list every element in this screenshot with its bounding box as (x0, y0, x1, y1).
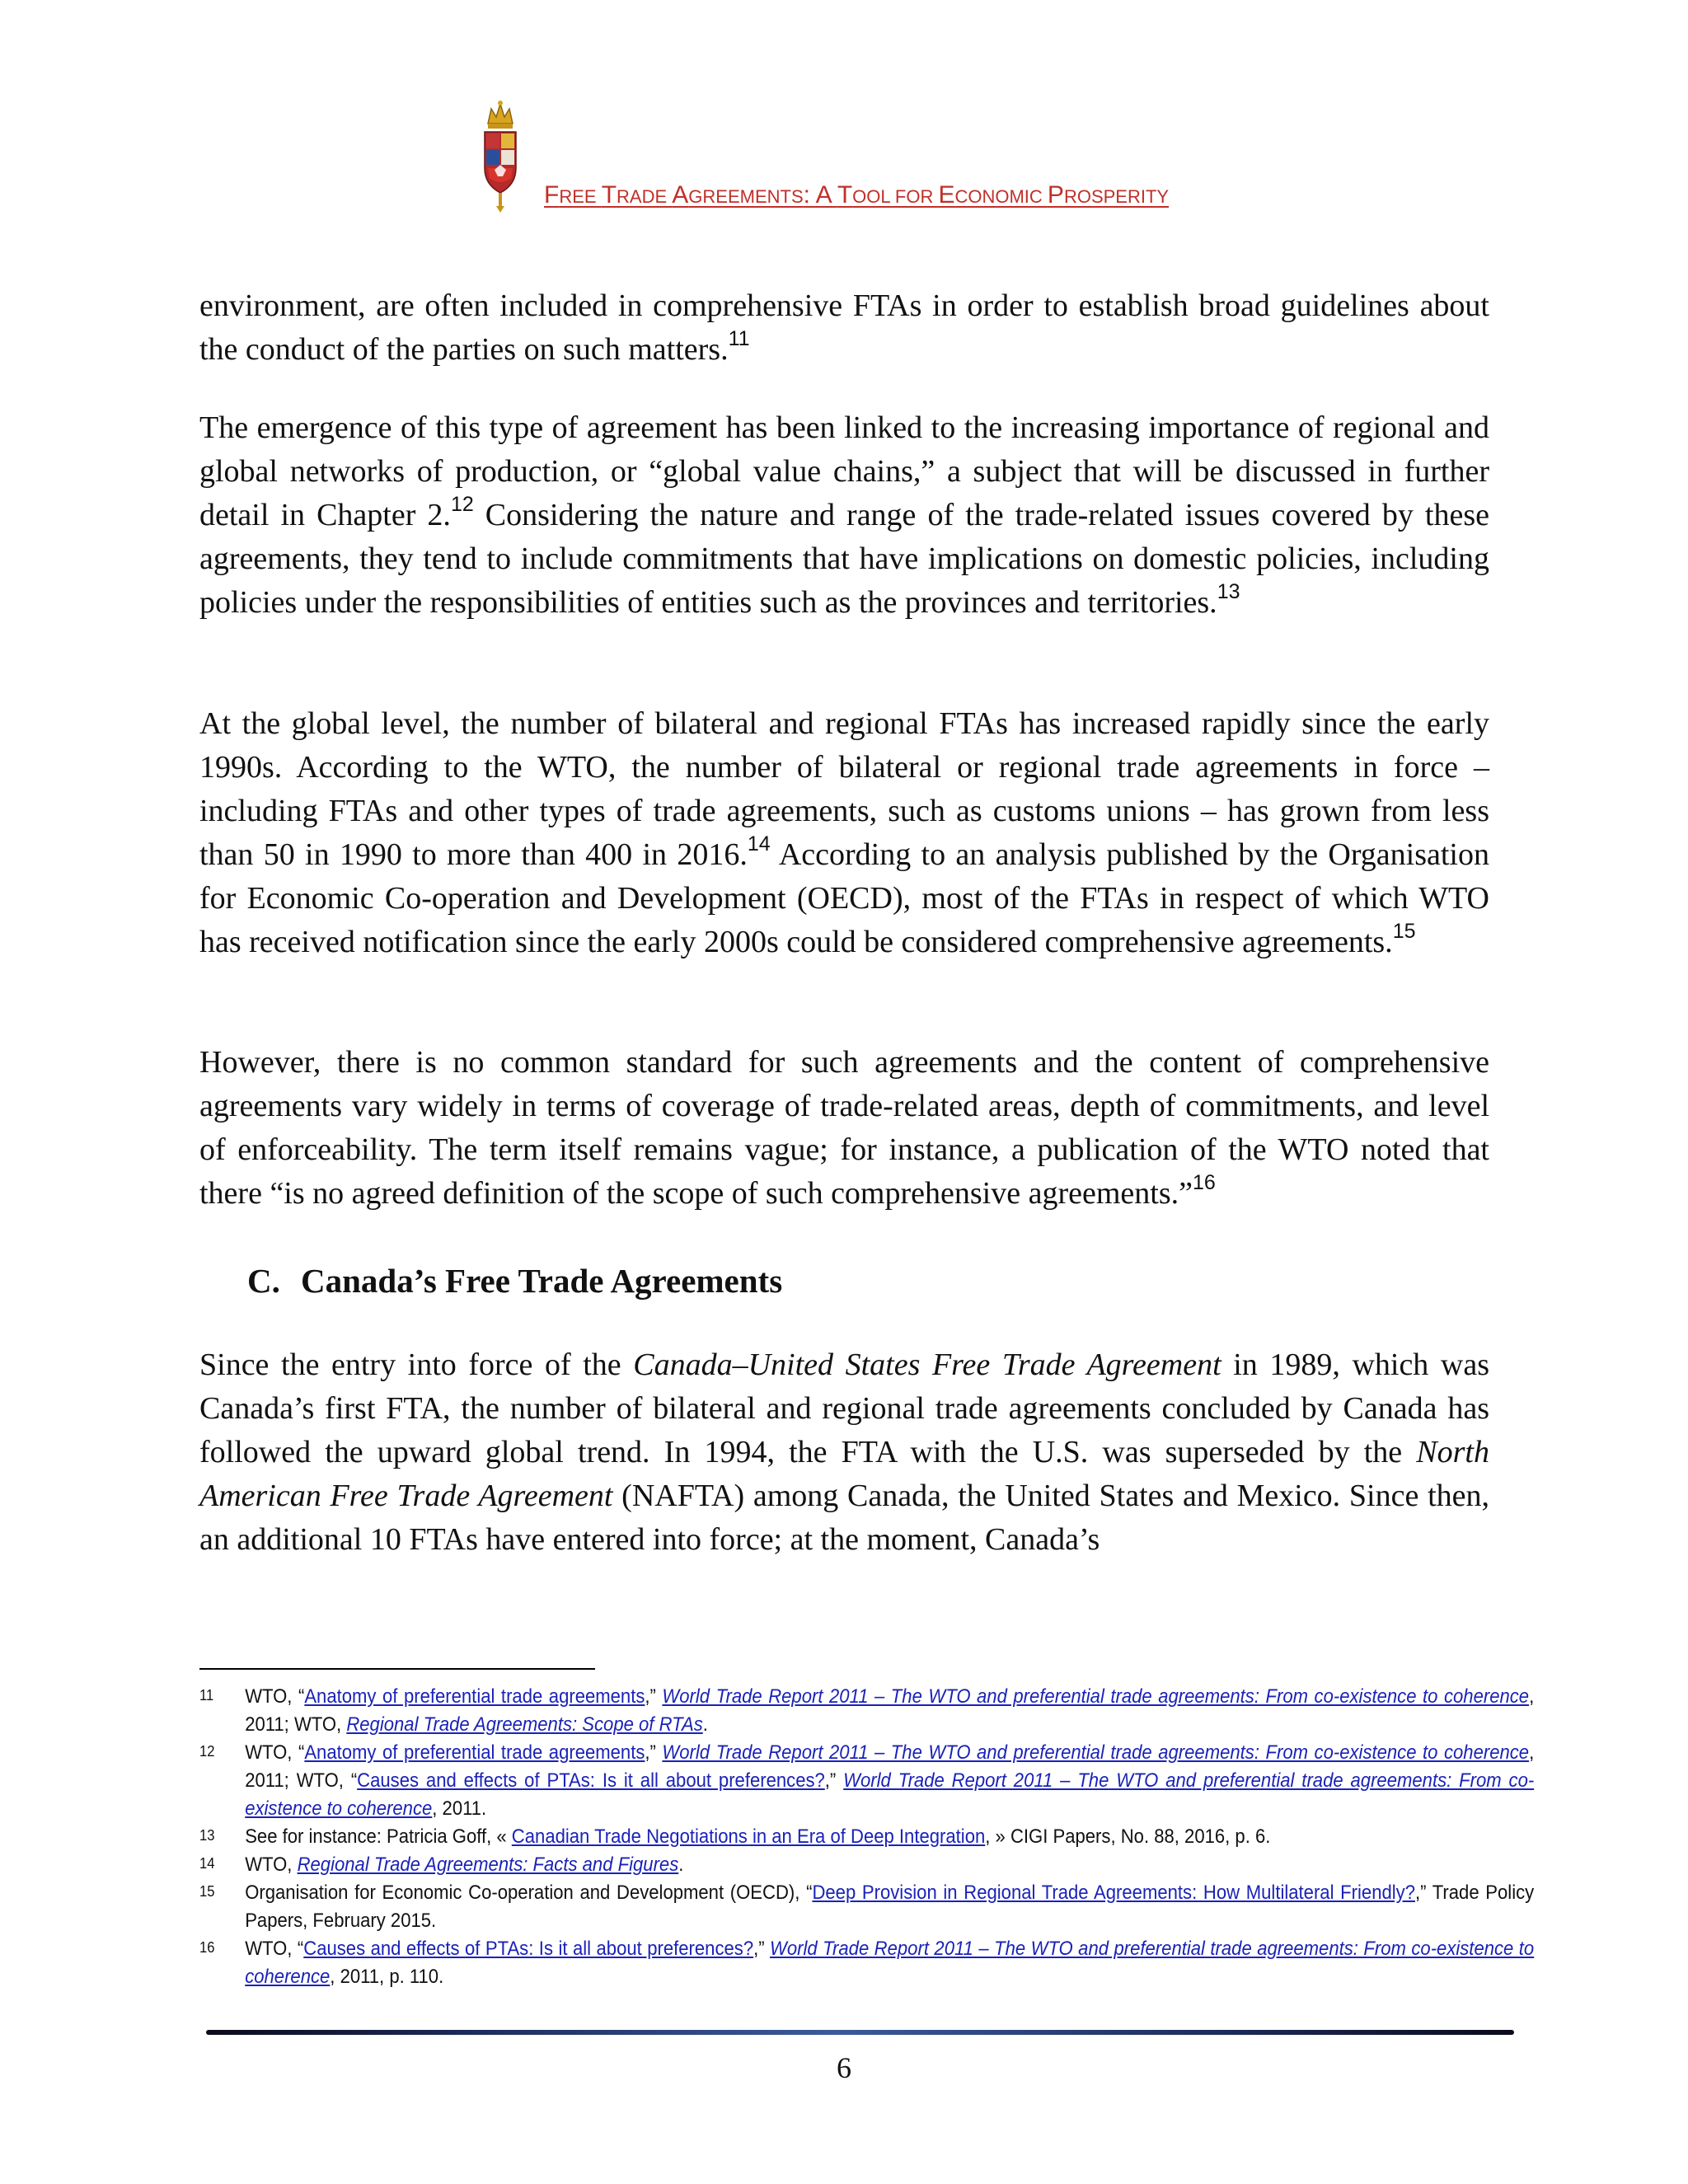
section-title: Canada’s Free Trade Agreements (301, 1262, 783, 1300)
agreement-title: North American Free Trade Agreement (199, 1435, 1489, 1513)
running-title-part: ROSPERITY (1063, 186, 1170, 207)
footnote-ref-15[interactable]: 15 (1392, 920, 1416, 944)
paragraph-4: However, there is no common standard for such agreements and the content of comprehensive agreements vary widely in terms of coverage of trade-related areas, depth of commitments, and level of enforceability. The term itself remains vague; for instance, a publication of the WTO noted that there “is no agreed definition of the scope of such comprehensive agreements.”$^{16}$ (199, 1045, 1489, 1211)
page-header (0, 92, 1688, 216)
footnote-ref-13[interactable]: 13 (1217, 580, 1240, 604)
running-title-part: GREEMENTS (688, 186, 804, 207)
footnote-16: 16 WTO, “Causes and effects of PTAs: Is it all about preferences?,” World Trade Report 2011 – The WTO and preferential trade agreements: From co-existence to coherence, 2011, p. 110. (199, 1938, 1535, 1988)
footnote-ref-16[interactable]: 16 (1192, 1171, 1216, 1195)
running-title-part: OOL FOR (852, 186, 939, 207)
footnote-link[interactable]: Deep Provision in Regional Trade Agreements: How Multilateral Friendly? (812, 1882, 1415, 1904)
running-title-part: T (837, 181, 853, 209)
footnote-15: 15 Organisation for Economic Co-operation and Development (OECD), “Deep Provision in Regional Trade Agreements: How Multilateral Friendly?,” Trade Policy Papers, February 2015. (199, 1882, 1535, 1932)
running-title-part: T (601, 181, 617, 209)
footnote-link[interactable]: Canadian Trade Negotiations in an Era of Deep Integration (511, 1825, 986, 1848)
running-title-part: REE (559, 186, 602, 207)
running-title-part: E (938, 181, 955, 209)
footnote-link[interactable]: World Trade Report 2011 – The WTO and preferential trade agreements: From co-existence to coherence (662, 1685, 1530, 1708)
footnote-link[interactable]: Anatomy of preferential trade agreements (304, 1741, 645, 1764)
footnote-link[interactable]: Anatomy of preferential trade agreements (304, 1685, 645, 1708)
footnote-link[interactable]: World Trade Report 2011 – The WTO and preferential trade agreements: From co-existence to coherence (245, 1938, 1535, 1988)
footer-rule (206, 2030, 1514, 2035)
footnote-link[interactable]: Regional Trade Agreements: Facts and Figures (297, 1854, 679, 1876)
paragraph-3: At the global level, the number of bilateral and regional FTAs has increased rapidly since the early 1990s. According to the WTO, the number of bilateral or regional trade agreements in force – including FTAs and other types of trade agreements, such as customs unions – has grown from less than 50 in 1990 to more than 400 in 2016.14 According to an analysis published by the Organisation for Economic Co-operation and Development (OECD), most of the FTAs in respect of which WTO has received notification since the early 2000s could be considered comprehensive agreements.$^{15}$ (199, 706, 1489, 959)
running-title-part: RADE (617, 186, 673, 207)
running-title-part: CONOMIC (954, 186, 1048, 207)
running-title-part: : A (803, 181, 837, 209)
running-title (544, 181, 1169, 209)
footnote-link[interactable]: Causes and effects of PTAs: Is it all about preferences? (357, 1769, 825, 1792)
footnote-separator (199, 1668, 595, 1670)
running-title-part: A (672, 181, 689, 209)
footnote-11: 11 WTO, “Anatomy of preferential trade agreements,” World Trade Report 2011 – The WTO and preferential trade agreements: From co-existence to coherence, 2011; WTO, Regional Trade Agreements: Scope of RTAs. (199, 1685, 1535, 1736)
section-heading (247, 1261, 782, 1301)
agreement-title: Canada–United States Free Trade Agreement (633, 1347, 1221, 1382)
page-number: 6 (837, 2051, 851, 2084)
footnote-link[interactable]: World Trade Report 2011 – The WTO and preferential trade agreements: From co-existence to coherence (245, 1769, 1535, 1820)
footnote-link[interactable]: Causes and effects of PTAs: Is it all about preferences? (303, 1938, 754, 1960)
footnote-link[interactable]: Regional Trade Agreements: Scope of RTAs (346, 1713, 703, 1736)
footnotes (199, 1683, 1535, 1991)
footnote-14: 14 WTO, Regional Trade Agreements: Facts and Figures. (199, 1854, 684, 1876)
footnote-ref-12[interactable]: 12 (450, 493, 474, 517)
paragraph-5: Since the entry into force of the Canada–United States Free Trade Agreement in 1989, which was Canada’s first FTA, the number of bilateral and regional trade agreements concluded by Canada has followed the upward global trend. In 1994, the FTA with the U.S. was superseded by the North American Free Trade Agreement (NAFTA) among Canada, the United States and Mexico. Since then, an additional 10 FTAs have entered into force; at the moment, Canada’s (199, 1347, 1490, 1557)
footnote-12: 12 WTO, “Anatomy of preferential trade agreements,” World Trade Report 2011 – The WTO and preferential trade agreements: From co-existence to coherence, 2011; WTO, “Causes and effects of PTAs: Is it all about preferences?,” World Trade Report 2011 – The WTO and preferential trade agreements: From co-existence to coherence, 2011. (199, 1741, 1535, 1820)
footnote-link[interactable]: World Trade Report 2011 – The WTO and preferential trade agreements: From co-existence to coherence (662, 1741, 1530, 1764)
running-title-part: F (544, 181, 560, 209)
section-letter: C. (247, 1262, 280, 1300)
footnote-13: 13 See for instance: Patricia Goff, « Canadian Trade Negotiations in an Era of Deep Integration, » CIGI Papers, No. 88, 2016, p. 6. (199, 1825, 1271, 1848)
footnote-ref-14[interactable]: 14 (747, 832, 771, 856)
paragraph-2: The emergence of this type of agreement has been linked to the increasing importance of regional and global networks of production, or “global value chains,” a subject that will be discussed in further detail in Chapter 2.12 Considering the nature and range of the trade-related issues covered by these agreements, they tend to include commitments that have implications on domestic policies, including policies under the responsibilities of entities such as the provinces and territories.$^{13}$ (199, 410, 1489, 620)
paragraph-1: environment, are often included in comprehensive FTAs in order to establish broad guidelines about the conduct of the parties on such matters.$^{11}$ (199, 288, 1489, 367)
footnote-ref-11[interactable]: 11 (728, 327, 750, 351)
running-title-part: P (1047, 181, 1064, 209)
parliament-crest-icon (480, 99, 521, 213)
